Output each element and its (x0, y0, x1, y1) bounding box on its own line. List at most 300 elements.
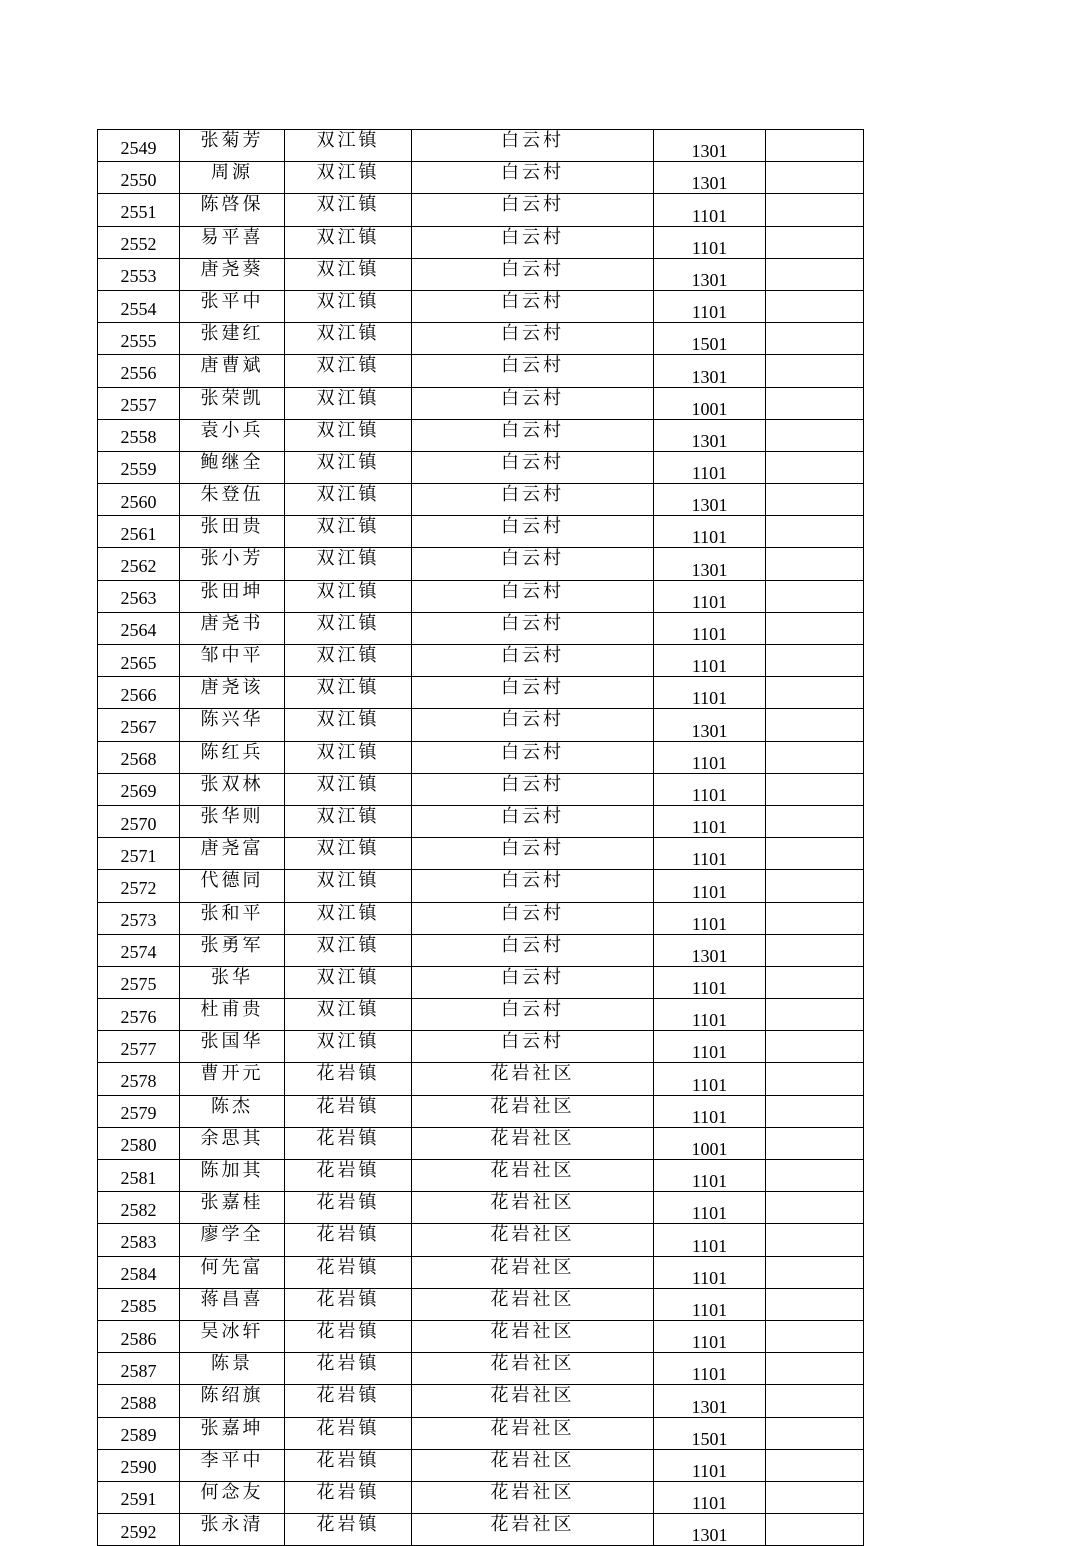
remark-cell (766, 1224, 864, 1256)
code-cell: 1001 (654, 1127, 766, 1159)
code-cell: 1101 (654, 870, 766, 902)
village-cell: 花岩社区 (412, 1160, 654, 1192)
village-cell: 花岩社区 (412, 1127, 654, 1159)
table-row (98, 773, 864, 805)
code-cell: 1101 (654, 226, 766, 258)
name-cell: 何先富 (180, 1256, 285, 1288)
town-cell: 双江镇 (285, 419, 412, 451)
town-cell: 花岩镇 (285, 1192, 412, 1224)
name-cell: 鲍继全 (180, 451, 285, 483)
village-cell: 白云村 (412, 902, 654, 934)
town-cell: 双江镇 (285, 451, 412, 483)
table-row (98, 162, 864, 194)
table-row (98, 902, 864, 934)
remark-cell (766, 1031, 864, 1063)
table-row (98, 1224, 864, 1256)
name-cell: 张嘉坤 (180, 1417, 285, 1449)
village-cell: 白云村 (412, 290, 654, 322)
village-cell: 白云村 (412, 870, 654, 902)
code-cell: 1101 (654, 580, 766, 612)
name-cell: 张荣凯 (180, 387, 285, 419)
serial-number-cell: 2591 (98, 1481, 180, 1513)
name-cell: 张平中 (180, 290, 285, 322)
name-cell: 张双林 (180, 773, 285, 805)
code-cell: 1301 (654, 934, 766, 966)
code-cell: 1101 (654, 1095, 766, 1127)
code-cell: 1301 (654, 162, 766, 194)
name-cell: 张菊芳 (180, 130, 285, 162)
serial-number-cell: 2576 (98, 999, 180, 1031)
name-cell: 吴冰轩 (180, 1320, 285, 1352)
serial-number-cell: 2559 (98, 451, 180, 483)
code-cell: 1101 (654, 1481, 766, 1513)
serial-number-cell: 2580 (98, 1127, 180, 1159)
town-cell: 双江镇 (285, 387, 412, 419)
town-cell: 花岩镇 (285, 1481, 412, 1513)
name-cell: 张华则 (180, 805, 285, 837)
town-cell: 花岩镇 (285, 1514, 412, 1546)
table-row (98, 1127, 864, 1159)
table-row (98, 1481, 864, 1513)
town-cell: 双江镇 (285, 934, 412, 966)
village-cell: 花岩社区 (412, 1417, 654, 1449)
table-row (98, 419, 864, 451)
town-cell: 双江镇 (285, 194, 412, 226)
table-row (98, 999, 864, 1031)
remark-cell (766, 162, 864, 194)
code-cell: 1101 (654, 516, 766, 548)
serial-number-cell: 2571 (98, 838, 180, 870)
serial-number-cell: 2562 (98, 548, 180, 580)
town-cell: 双江镇 (285, 516, 412, 548)
village-cell: 花岩社区 (412, 1481, 654, 1513)
village-cell: 白云村 (412, 484, 654, 516)
village-cell: 白云村 (412, 677, 654, 709)
table-row (98, 1095, 864, 1127)
table-row (98, 387, 864, 419)
village-cell: 花岩社区 (412, 1095, 654, 1127)
name-cell: 张田贵 (180, 516, 285, 548)
serial-number-cell: 2566 (98, 677, 180, 709)
code-cell: 1101 (654, 1353, 766, 1385)
code-cell: 1101 (654, 194, 766, 226)
town-cell: 双江镇 (285, 677, 412, 709)
town-cell: 双江镇 (285, 258, 412, 290)
town-cell: 双江镇 (285, 130, 412, 162)
table-row (98, 1160, 864, 1192)
code-cell: 1301 (654, 548, 766, 580)
remark-cell (766, 484, 864, 516)
serial-number-cell: 2583 (98, 1224, 180, 1256)
village-cell: 白云村 (412, 387, 654, 419)
town-cell: 双江镇 (285, 902, 412, 934)
name-cell: 唐尧书 (180, 612, 285, 644)
name-cell: 张勇军 (180, 934, 285, 966)
name-cell: 袁小兵 (180, 419, 285, 451)
serial-number-cell: 2588 (98, 1385, 180, 1417)
code-cell: 1301 (654, 484, 766, 516)
town-cell: 双江镇 (285, 773, 412, 805)
village-cell: 花岩社区 (412, 1288, 654, 1320)
table-row (98, 226, 864, 258)
town-cell: 双江镇 (285, 612, 412, 644)
table-row (98, 130, 864, 162)
code-cell: 1101 (654, 999, 766, 1031)
serial-number-cell: 2572 (98, 870, 180, 902)
town-cell: 双江镇 (285, 741, 412, 773)
village-cell: 白云村 (412, 355, 654, 387)
remark-cell (766, 1288, 864, 1320)
code-cell: 1301 (654, 419, 766, 451)
remark-cell (766, 451, 864, 483)
town-cell: 花岩镇 (285, 1320, 412, 1352)
code-cell: 1301 (654, 130, 766, 162)
serial-number-cell: 2579 (98, 1095, 180, 1127)
town-cell: 双江镇 (285, 999, 412, 1031)
town-cell: 双江镇 (285, 709, 412, 741)
table-row (98, 1417, 864, 1449)
serial-number-cell: 2592 (98, 1514, 180, 1546)
table-row (98, 194, 864, 226)
table-row (98, 709, 864, 741)
village-cell: 白云村 (412, 1031, 654, 1063)
village-cell: 花岩社区 (412, 1514, 654, 1546)
town-cell: 花岩镇 (285, 1063, 412, 1095)
serial-number-cell: 2577 (98, 1031, 180, 1063)
name-cell: 陈啓保 (180, 194, 285, 226)
table-row (98, 1449, 864, 1481)
name-cell: 陈绍旗 (180, 1385, 285, 1417)
remark-cell (766, 1127, 864, 1159)
village-cell: 白云村 (412, 548, 654, 580)
serial-number-cell: 2581 (98, 1160, 180, 1192)
village-cell: 花岩社区 (412, 1192, 654, 1224)
remark-cell (766, 902, 864, 934)
code-cell: 1101 (654, 451, 766, 483)
serial-number-cell: 2560 (98, 484, 180, 516)
serial-number-cell: 2589 (98, 1417, 180, 1449)
serial-number-cell: 2552 (98, 226, 180, 258)
name-cell: 张小芳 (180, 548, 285, 580)
village-cell: 白云村 (412, 805, 654, 837)
remark-cell (766, 1095, 864, 1127)
serial-number-cell: 2558 (98, 419, 180, 451)
serial-number-cell: 2574 (98, 934, 180, 966)
name-cell: 陈加其 (180, 1160, 285, 1192)
serial-number-cell: 2590 (98, 1449, 180, 1481)
remark-cell (766, 1514, 864, 1546)
name-cell: 张和平 (180, 902, 285, 934)
code-cell: 1101 (654, 1320, 766, 1352)
town-cell: 花岩镇 (285, 1449, 412, 1481)
serial-number-cell: 2557 (98, 387, 180, 419)
name-cell: 朱登伍 (180, 484, 285, 516)
town-cell: 双江镇 (285, 580, 412, 612)
serial-number-cell: 2584 (98, 1256, 180, 1288)
village-cell: 白云村 (412, 451, 654, 483)
table-row (98, 290, 864, 322)
town-cell: 花岩镇 (285, 1160, 412, 1192)
name-cell: 张永清 (180, 1514, 285, 1546)
serial-number-cell: 2556 (98, 355, 180, 387)
name-cell: 代德同 (180, 870, 285, 902)
remark-cell (766, 258, 864, 290)
table-row (98, 870, 864, 902)
table-row (98, 1031, 864, 1063)
remark-cell (766, 1160, 864, 1192)
remark-cell (766, 870, 864, 902)
code-cell: 1301 (654, 355, 766, 387)
village-cell: 白云村 (412, 258, 654, 290)
table-row (98, 516, 864, 548)
code-cell: 1101 (654, 1449, 766, 1481)
code-cell: 1001 (654, 387, 766, 419)
remark-cell (766, 741, 864, 773)
remark-cell (766, 1192, 864, 1224)
code-cell: 1101 (654, 290, 766, 322)
name-cell: 张华 (180, 966, 285, 998)
remark-cell (766, 838, 864, 870)
table-row (98, 1288, 864, 1320)
table-row (98, 1256, 864, 1288)
remark-cell (766, 1385, 864, 1417)
serial-number-cell: 2570 (98, 805, 180, 837)
table-row (98, 258, 864, 290)
serial-number-cell: 2554 (98, 290, 180, 322)
remark-cell (766, 323, 864, 355)
name-cell: 唐尧该 (180, 677, 285, 709)
town-cell: 花岩镇 (285, 1385, 412, 1417)
code-cell: 1101 (654, 1288, 766, 1320)
table-row (98, 645, 864, 677)
town-cell: 双江镇 (285, 290, 412, 322)
table-row (98, 1192, 864, 1224)
town-cell: 双江镇 (285, 162, 412, 194)
town-cell: 双江镇 (285, 966, 412, 998)
name-cell: 张国华 (180, 1031, 285, 1063)
serial-number-cell: 2578 (98, 1063, 180, 1095)
village-cell: 白云村 (412, 934, 654, 966)
code-cell: 1101 (654, 1192, 766, 1224)
remark-cell (766, 387, 864, 419)
remark-cell (766, 1063, 864, 1095)
serial-number-cell: 2565 (98, 645, 180, 677)
remark-cell (766, 1256, 864, 1288)
village-cell: 花岩社区 (412, 1320, 654, 1352)
code-cell: 1101 (654, 1063, 766, 1095)
serial-number-cell: 2568 (98, 741, 180, 773)
serial-number-cell: 2550 (98, 162, 180, 194)
name-cell: 唐尧富 (180, 838, 285, 870)
serial-number-cell: 2569 (98, 773, 180, 805)
town-cell: 花岩镇 (285, 1256, 412, 1288)
serial-number-cell: 2549 (98, 130, 180, 162)
name-cell: 陈杰 (180, 1095, 285, 1127)
table-row (98, 934, 864, 966)
code-cell: 1101 (654, 773, 766, 805)
remark-cell (766, 130, 864, 162)
code-cell: 1101 (654, 902, 766, 934)
remark-cell (766, 1320, 864, 1352)
table-row (98, 355, 864, 387)
table-row (98, 677, 864, 709)
table-row (98, 323, 864, 355)
town-cell: 双江镇 (285, 484, 412, 516)
table-row (98, 1385, 864, 1417)
town-cell: 花岩镇 (285, 1353, 412, 1385)
serial-number-cell: 2575 (98, 966, 180, 998)
remark-cell (766, 290, 864, 322)
code-cell: 1101 (654, 677, 766, 709)
village-cell: 花岩社区 (412, 1353, 654, 1385)
code-cell: 1101 (654, 741, 766, 773)
serial-number-cell: 2553 (98, 258, 180, 290)
table-row (98, 805, 864, 837)
remark-cell (766, 612, 864, 644)
village-cell: 白云村 (412, 580, 654, 612)
town-cell: 双江镇 (285, 323, 412, 355)
remark-cell (766, 1481, 864, 1513)
code-cell: 1101 (654, 805, 766, 837)
serial-number-cell: 2551 (98, 194, 180, 226)
code-cell: 1301 (654, 709, 766, 741)
town-cell: 双江镇 (285, 805, 412, 837)
serial-number-cell: 2561 (98, 516, 180, 548)
village-cell: 白云村 (412, 612, 654, 644)
remark-cell (766, 966, 864, 998)
town-cell: 双江镇 (285, 355, 412, 387)
serial-number-cell: 2587 (98, 1353, 180, 1385)
serial-number-cell: 2586 (98, 1320, 180, 1352)
village-cell: 白云村 (412, 194, 654, 226)
code-cell: 1101 (654, 612, 766, 644)
name-cell: 周源 (180, 162, 285, 194)
town-cell: 花岩镇 (285, 1417, 412, 1449)
name-cell: 廖学全 (180, 1224, 285, 1256)
code-cell: 1101 (654, 1224, 766, 1256)
code-cell: 1501 (654, 1417, 766, 1449)
name-cell: 易平喜 (180, 226, 285, 258)
name-cell: 杜甫贵 (180, 999, 285, 1031)
remark-cell (766, 999, 864, 1031)
remark-cell (766, 934, 864, 966)
remark-cell (766, 1417, 864, 1449)
remark-cell (766, 805, 864, 837)
table-row (98, 451, 864, 483)
serial-number-cell: 2563 (98, 580, 180, 612)
serial-number-cell: 2582 (98, 1192, 180, 1224)
code-cell: 1101 (654, 1160, 766, 1192)
village-cell: 花岩社区 (412, 1256, 654, 1288)
table-row (98, 838, 864, 870)
name-cell: 唐曹斌 (180, 355, 285, 387)
town-cell: 花岩镇 (285, 1095, 412, 1127)
serial-number-cell: 2564 (98, 612, 180, 644)
village-cell: 花岩社区 (412, 1224, 654, 1256)
village-cell: 花岩社区 (412, 1063, 654, 1095)
village-cell: 花岩社区 (412, 1449, 654, 1481)
table-row (98, 612, 864, 644)
name-cell: 张嘉桂 (180, 1192, 285, 1224)
remark-cell (766, 226, 864, 258)
code-cell: 1501 (654, 323, 766, 355)
town-cell: 双江镇 (285, 548, 412, 580)
name-cell: 李平中 (180, 1449, 285, 1481)
town-cell: 双江镇 (285, 645, 412, 677)
name-cell: 陈景 (180, 1353, 285, 1385)
town-cell: 花岩镇 (285, 1288, 412, 1320)
remark-cell (766, 355, 864, 387)
name-cell: 曹开元 (180, 1063, 285, 1095)
table-row (98, 580, 864, 612)
town-cell: 双江镇 (285, 838, 412, 870)
village-cell: 白云村 (412, 419, 654, 451)
remark-cell (766, 194, 864, 226)
code-cell: 1101 (654, 966, 766, 998)
village-cell: 白云村 (412, 645, 654, 677)
remark-cell (766, 709, 864, 741)
code-cell: 1101 (654, 1031, 766, 1063)
name-cell: 张建红 (180, 323, 285, 355)
table-row (98, 1320, 864, 1352)
town-cell: 花岩镇 (285, 1127, 412, 1159)
village-cell: 白云村 (412, 162, 654, 194)
remark-cell (766, 773, 864, 805)
name-cell: 陈红兵 (180, 741, 285, 773)
name-cell: 蒋昌喜 (180, 1288, 285, 1320)
serial-number-cell: 2567 (98, 709, 180, 741)
village-cell: 白云村 (412, 966, 654, 998)
table-row (98, 548, 864, 580)
village-cell: 白云村 (412, 773, 654, 805)
village-cell: 白云村 (412, 130, 654, 162)
town-cell: 双江镇 (285, 226, 412, 258)
serial-number-cell: 2585 (98, 1288, 180, 1320)
code-cell: 1101 (654, 1256, 766, 1288)
village-cell: 白云村 (412, 741, 654, 773)
remark-cell (766, 419, 864, 451)
remark-cell (766, 516, 864, 548)
village-cell: 白云村 (412, 999, 654, 1031)
village-cell: 白云村 (412, 709, 654, 741)
town-cell: 双江镇 (285, 1031, 412, 1063)
name-cell: 唐尧葵 (180, 258, 285, 290)
serial-number-cell: 2555 (98, 323, 180, 355)
remark-cell (766, 1353, 864, 1385)
data-table (97, 129, 864, 1546)
code-cell: 1301 (654, 258, 766, 290)
town-cell: 花岩镇 (285, 1224, 412, 1256)
remark-cell (766, 548, 864, 580)
remark-cell (766, 1449, 864, 1481)
town-cell: 双江镇 (285, 870, 412, 902)
table-row (98, 1063, 864, 1095)
code-cell: 1101 (654, 838, 766, 870)
table-row (98, 1514, 864, 1546)
village-cell: 白云村 (412, 516, 654, 548)
name-cell: 何念友 (180, 1481, 285, 1513)
name-cell: 陈兴华 (180, 709, 285, 741)
name-cell: 邹中平 (180, 645, 285, 677)
village-cell: 白云村 (412, 323, 654, 355)
name-cell: 张田坤 (180, 580, 285, 612)
serial-number-cell: 2573 (98, 902, 180, 934)
table-row (98, 741, 864, 773)
remark-cell (766, 645, 864, 677)
table-row (98, 966, 864, 998)
remark-cell (766, 580, 864, 612)
table-row (98, 1353, 864, 1385)
